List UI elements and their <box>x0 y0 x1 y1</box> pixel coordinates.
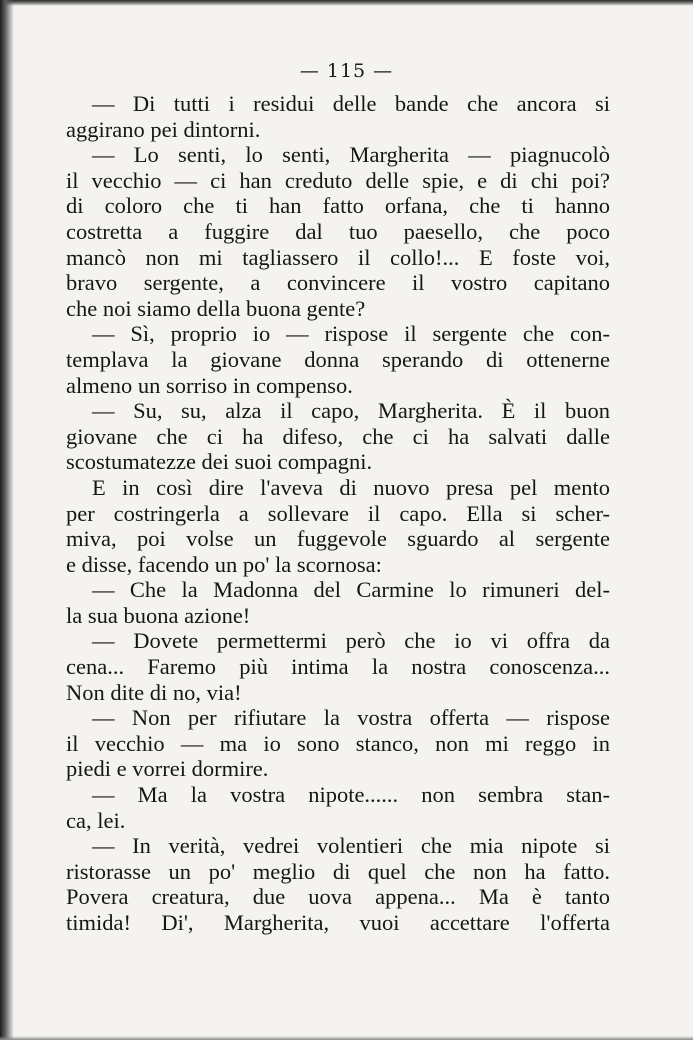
text-line: che noi siamo della buona gente? <box>66 295 366 321</box>
text-line: — Sì, proprio io — rispose il sergente che con- <box>92 321 610 347</box>
scan-edge-bottom <box>0 1036 693 1040</box>
text-line: piedi e vorrei dormire. <box>66 756 269 782</box>
text-line: il vecchio — ma io sono stanco, non mi reggo in <box>66 730 610 756</box>
text-line: il vecchio — ci han creduto delle spie, e di chi poi? <box>66 167 610 193</box>
text-line: mancò non mi tagliassero il collo!... E foste voi, <box>66 244 610 270</box>
text-line: Non dite di no, via! <box>66 679 242 705</box>
scan-edge-left <box>0 0 14 1040</box>
text-line: Povera creatura, due uova appena... Ma è tanto <box>66 884 610 910</box>
text-line: — Non per rifiutare la vostra offerta — rispose <box>92 705 610 731</box>
text-line: la sua buona azione! <box>66 602 251 628</box>
body-text <box>66 91 610 936</box>
text-line: almeno un sorriso in compenso. <box>66 372 353 398</box>
text-line: timida! Di', Margherita, vuoi accettare l'offerta <box>66 910 610 935</box>
scan-edge-top <box>0 0 693 6</box>
text-line: ca, lei. <box>66 807 126 833</box>
text-line: — In verità, vedrei volentieri che mia nipote si <box>92 833 610 859</box>
text-line: ristorasse un po' meglio di quel che non ha fatto. <box>66 858 610 884</box>
text-line: di coloro che ti han fatto orfana, che ti hanno <box>66 193 610 219</box>
text-line: bravo sergente, a convincere il vostro capitano <box>66 270 610 296</box>
text-line: — Che la Madonna del Carmine lo rimuneri del- <box>92 577 610 603</box>
text-line: e disse, facendo un po' la scornosa: <box>66 551 382 577</box>
text-line: E in così dire l'aveva di nuovo presa pel mento <box>92 474 610 500</box>
text-line: cena... Faremo più intima la nostra conoscenza... <box>66 654 610 680</box>
text-line: — Dovete permettermi però che io vi offra da <box>92 628 610 654</box>
text-line: per costringerla a sollevare il capo. Ella si scher- <box>66 500 610 526</box>
text-line: — Su, su, alza il capo, Margherita. È il buon <box>92 398 610 424</box>
text-line: templava la giovane donna sperando di ottenerne <box>66 346 610 372</box>
text-line: aggirano pei dintorni. <box>66 116 261 142</box>
text-line: costretta a fuggire dal tuo paesello, che poco <box>66 218 610 244</box>
text-line: scostumatezze dei suoi compagni. <box>66 449 373 475</box>
text-line: giovane che ci ha difeso, che ci ha salvati dalle <box>66 423 610 449</box>
text-line: — Lo senti, lo senti, Margherita — piagnucolò <box>92 142 610 168</box>
text-line: — Di tutti i residui delle bande che ancora si <box>92 91 610 116</box>
page-number: — 115 — <box>299 60 394 82</box>
text-line: miva, poi volse un fuggevole sguardo al sergente <box>66 526 610 552</box>
text-line: — Ma la vostra nipote...... non sembra stan- <box>92 782 610 808</box>
